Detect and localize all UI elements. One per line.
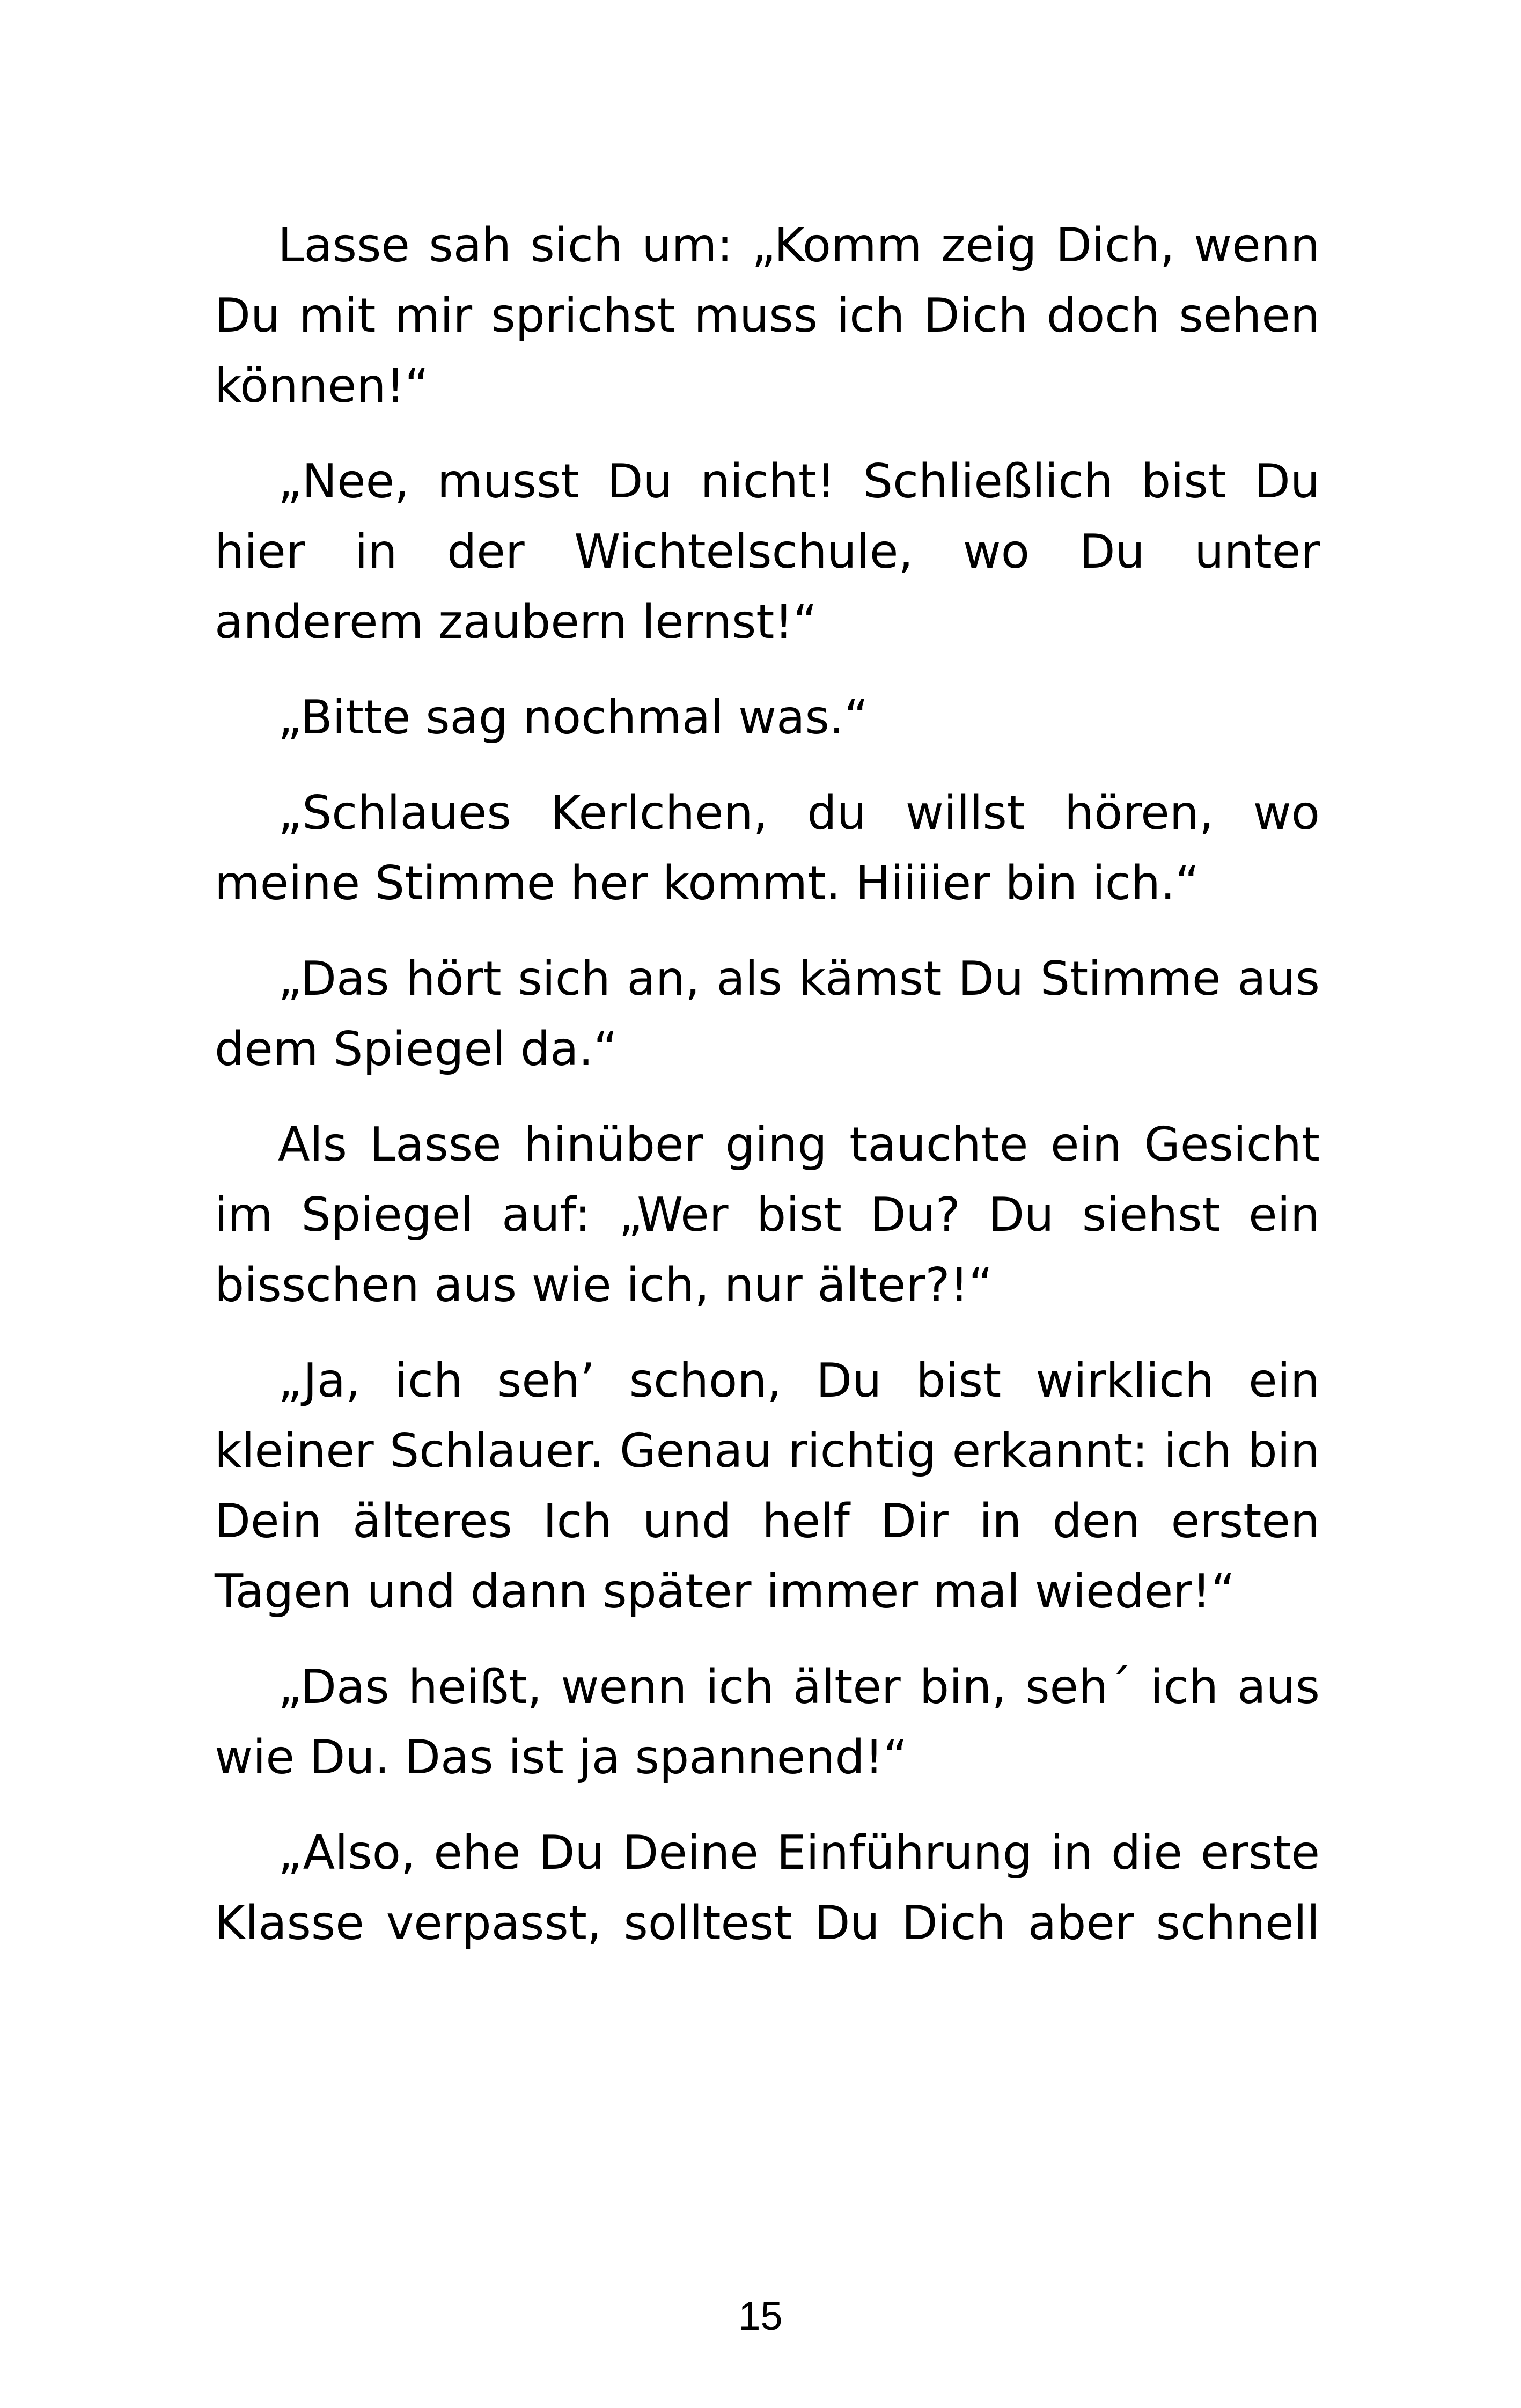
paragraph: „Das hört sich an, als kämst Du Stimme aus dem Spiegel da.“ xyxy=(215,951,1320,1076)
paragraph: Lasse sah sich um: „Komm zeig Dich, wenn Du mit mir sprichst muss ich Dich doch sehen können!“ xyxy=(215,218,1320,413)
paragraph: „Das heißt, wenn ich älter bin, seh´ ich aus wie Du. Das ist ja spannend!“ xyxy=(215,1660,1320,1785)
paragraph: „Also, ehe Du Deine Einführung in die erste Klasse verpasst, solltest Du Dich aber schnell xyxy=(215,1825,1320,1950)
paragraph: „Ja, ich seh’ schon, Du bist wirklich ein kleiner Schlauer. Genau richtig erkannt: ich bin Dein älteres Ich und helf Dir in den ersten Tagen und dann später immer mal wieder!“ xyxy=(215,1353,1320,1619)
body-text xyxy=(215,210,1320,1958)
page-number: 15 xyxy=(738,2294,783,2338)
paragraph: „Bitte sag nochmal was.“ xyxy=(278,690,869,745)
paragraph: „Nee, musst Du nicht! Schließlich bist Du hier in der Wichtelschule, wo Du unter anderem zaubern lernst!“ xyxy=(215,454,1320,649)
paragraph: Als Lasse hinüber ging tauchte ein Gesicht im Spiegel auf: „Wer bist Du? Du siehst ein bisschen aus wie ich, nur älter?!“ xyxy=(215,1117,1320,1312)
paragraph: „Schlaues Kerlchen, du willst hören, wo meine Stimme her kommt. Hiiiier bin ich.“ xyxy=(215,785,1320,911)
